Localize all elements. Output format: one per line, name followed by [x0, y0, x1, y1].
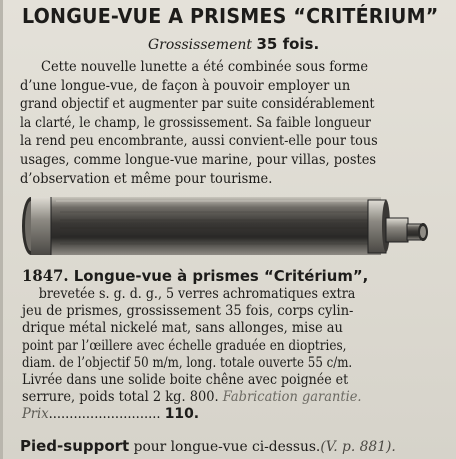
accessory-line — [20, 437, 450, 455]
catalog-item-1847 — [22, 266, 447, 424]
item-name: Longue-vue à prismes “Critérium”, — [73, 267, 369, 285]
telescope-engraving-icon — [20, 194, 440, 266]
item-spec-line: drique métal nickelé mat, sans allonges, mise au — [22, 320, 343, 337]
subtitle-value: 35 fois. — [256, 35, 320, 53]
page-reference: (V. p. 881). — [320, 439, 396, 455]
accessory-text: pour longue-vue ci-dessus. — [133, 439, 321, 455]
price-leader-dots: ........................... — [48, 406, 161, 423]
page-title: LONGUE-VUE A PRISMES “CRITÉRIUM” — [22, 4, 439, 28]
subtitle-word: Grossissement — [148, 37, 253, 53]
item-weight: serrure, poids total 2 kg. 800. — [22, 389, 219, 406]
item-spec-line: diam. de l’objectif 50 m/m, long. totale ouverte 55 c/m. — [22, 354, 353, 371]
item-number: 1847. — [22, 266, 69, 285]
guarantee-note: Fabrication garantie. — [222, 389, 362, 406]
item-spec-line: point par l’œillere avec échelle graduée en dioptries, — [22, 337, 347, 354]
description-line: la rend peu encombrante, aussi convient-elle pour tous — [20, 133, 378, 150]
description-line: usages, comme longue-vue marine, pour villas, postes — [20, 151, 377, 168]
description-line: la clarté, le champ, le grossissement. Sa faible longueur — [20, 114, 371, 131]
magnification-subtitle — [148, 35, 448, 53]
accessory-name: Pied-support — [20, 437, 130, 455]
item-spec-line: Livrée dans une solide boite chêne avec poignée et — [22, 372, 349, 389]
price-label: Prix — [22, 406, 49, 423]
description-line: d’une longue-vue, de façon à pouvoir employer un — [20, 77, 351, 94]
item-spec-line: brevetée s. g. d. g., 5 verres achromatiques extra — [38, 286, 356, 302]
description-line: d’observation et même pour tourisme. — [20, 170, 273, 187]
item-heading — [22, 266, 430, 286]
description-paragraph — [20, 58, 445, 188]
description-line: grand objectif et augmenter par suite considérablement — [20, 96, 375, 113]
description-line: Cette nouvelle lunette a été combinée sous forme — [41, 59, 369, 75]
page-edge-shadow — [0, 0, 3, 459]
item-spec-line: jeu de prismes, grossissement 35 fois, corps cylin- — [22, 303, 354, 320]
price-value: 110. — [164, 406, 200, 423]
price-line — [22, 406, 430, 423]
item-spec-last-line — [22, 389, 428, 406]
